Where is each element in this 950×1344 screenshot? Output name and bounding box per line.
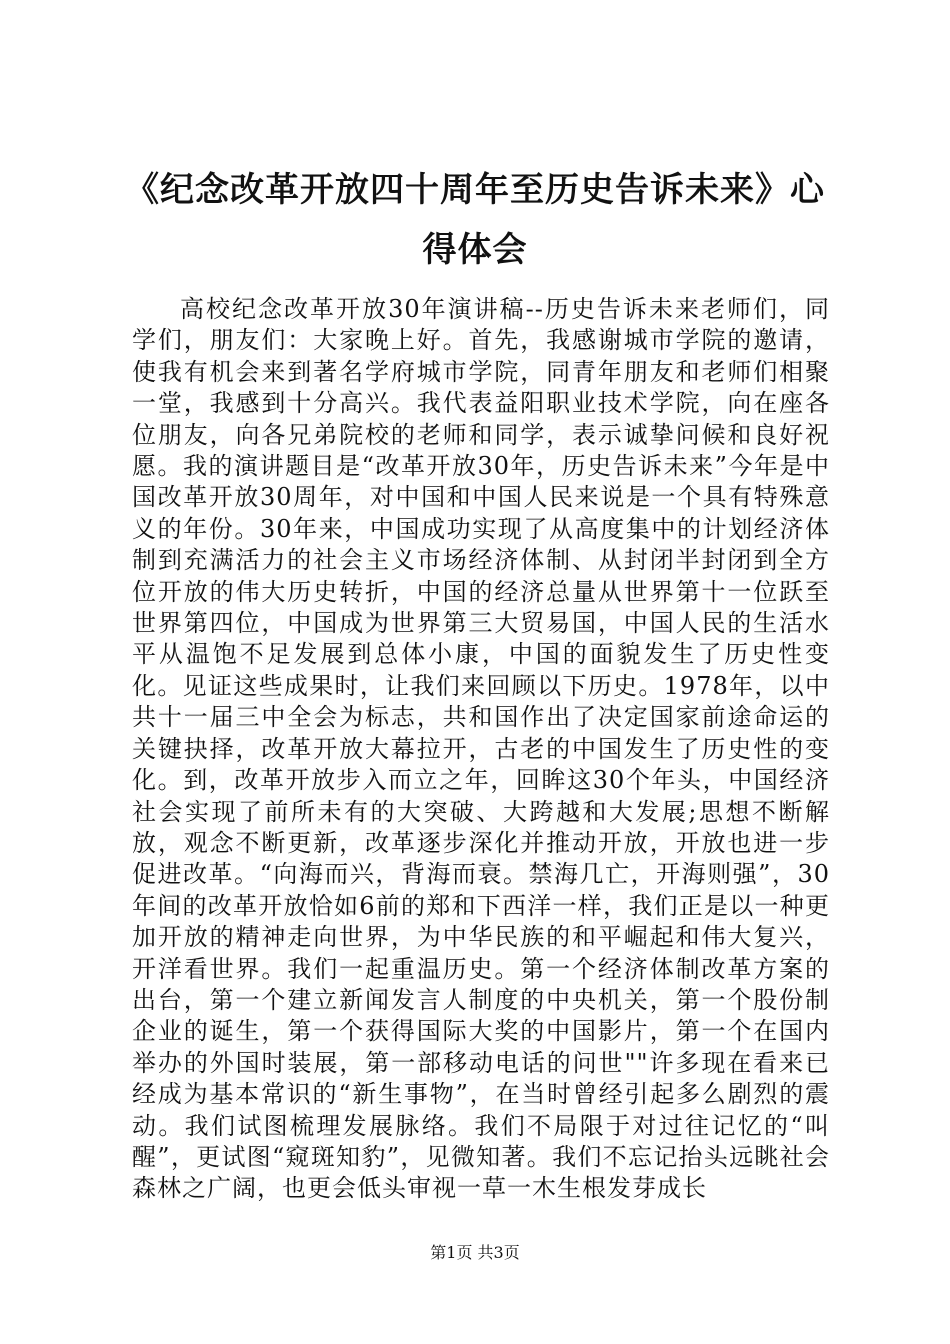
body-paragraph: 高校纪念改革开放30年演讲稿--历史告诉未来老师们，同学们，朋友们：大家晚上好。首先，我感谢城市学院的邀请，使我有机会来到著名学府城市学院，同青年朋友和老师们相聚一堂，我感到十分高兴。我代表益阳职业技术学院，向在座各位朋友，向各兄弟院校的老师和同学，表示诚挚问候和良好祝愿。我的演讲题目是“改革开放30年，历史告诉未来”今年是中国改革开放30周年，对中国和中国人民来说是一个具有特殊意义的年份。30年来，中国成功实现了从高度集中的计划经济体制到充满活力的社会主义市场经济体制、从封闭半封闭到全方位开放的伟大历史转折，中国的经济总量从世界第十一位跃至世界第四位，中国成为世界第三大贸易国，中国人民的生活水平从温饱不足发展到总体小康，中国的面貌发生了历史性变化。见证这些成果时，让我们来回顾以下历史。1978年，以中共十一届三中全会为标志，共和国作出了决定国家前途命运的关键抉择，改革开放大幕拉开，古老的中国发生了历史性的变化。到，改革开放步入而立之年，回眸这30个年头，中国经济社会实现了前所未有的大突破、大跨越和大发展;思想不断解放，观念不断更新，改革逐步深化并推动开放，开放也进一步促进改革。“向海而兴，背海而衰。禁海几亡，开海则强”，30年间的改革开放恰如6前的郑和下西洋一样，我们正是以一种更加开放的精神走向世界，为中华民族的和平崛起和伟大复兴，开洋看世界。我们一起重温历史。第一个经济体制改革方案的出台，第一个建立新闻发言人制度的中央机关，第一个股份制企业的诞生，第一个获得国际大奖的中国影片，第一个在国内举办的外国时装展，第一部移动电话的问世""许多现在看来已经成为基本常识的“新生事物”，在当时曾经引起多么剧烈的震动。我们试图梳理发展脉络。我们不局限于对过往记忆的“叫醒”，更试图“窥斑知豹”，见微知著。我们不忘记抬头远眺社会森林之广阔，也更会低头审视一草一木生根发芽成长 — [132, 295, 830, 1203]
page-number: 第1页 共3页 — [430, 1243, 520, 1262]
document-title: 《纪念改革开放四十周年至历史告诉未来》心得体会 — [125, 170, 825, 270]
